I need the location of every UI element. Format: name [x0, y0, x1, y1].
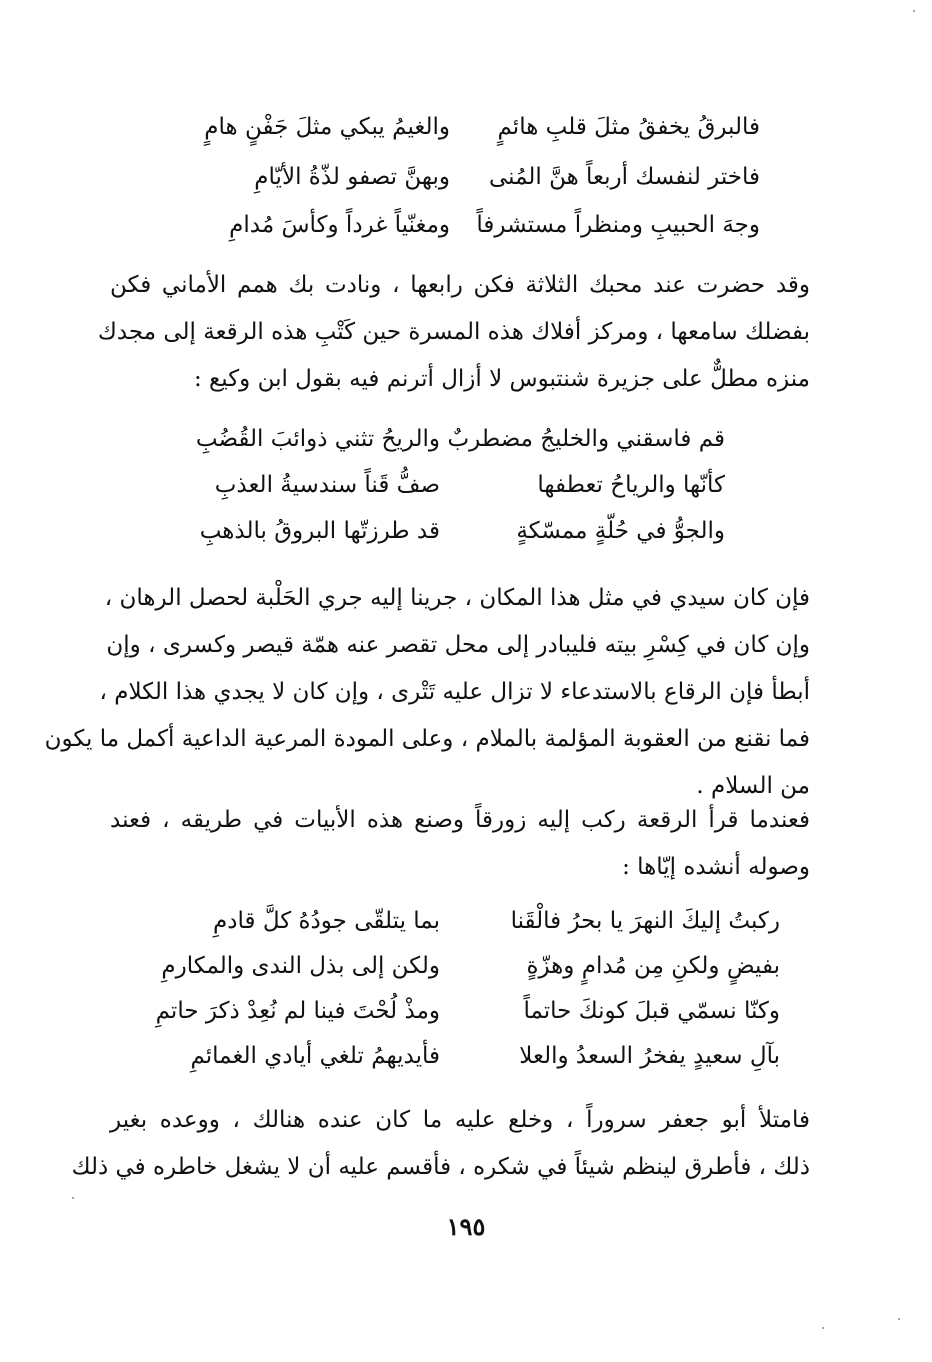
verse-second-hemistich: فأيديهمُ تلغي أيادي الغمائمِ	[190, 1043, 440, 1069]
paragraph-4	[71, 1097, 810, 1191]
scan-speck	[913, 10, 915, 12]
verse-first-hemistich: فالبرقُ يخفقُ مثلَ قلبِ هائمٍ	[497, 114, 760, 140]
page-number: ١٩٥	[446, 1212, 486, 1241]
verse-first-hemistich: والجوُّ في حُلّةٍ ممسّكةٍ	[516, 518, 725, 544]
scan-speck	[822, 1327, 824, 1329]
paragraph-3	[110, 797, 810, 891]
text-line: فما نقنع من العقوبة المؤلمة بالملام ، وعلى المودة المرعية الداعية أكمل ما يكون	[44, 726, 810, 752]
scan-speck	[898, 1318, 900, 1320]
verse-first-hemistich: قم فاسقني والخليجُ مضطربٌ	[447, 426, 725, 452]
poem-block-1	[160, 112, 760, 242]
text-line: وإن كان في كِسْرِ بيته فليبادر إلى محل تقصر عنه همّة قيصر وكسرى ، وإن	[106, 632, 810, 658]
text-line: فإن كان سيدي في مثل هذا المكان ، جرينا إليه جري الحَلْبة لحصل الرهان ،	[104, 585, 810, 611]
scan-speck	[72, 1197, 74, 1199]
text-line: من السلام .	[696, 773, 810, 799]
paragraph-1	[97, 262, 810, 403]
verse-second-hemistich: صفُّ قَناً سندسيةُ العذبِ	[214, 472, 440, 498]
verse-first-hemistich: بآلِ سعيدٍ يفخرُ السعدُ والعلا	[519, 1043, 780, 1069]
text-line: أبطأ فإن الرقاع بالاستدعاء لا تزال عليه تَتْرى ، وإن كان لا يجدي هذا الكلام ،	[99, 679, 810, 705]
text-line: وصوله أنشده إيّاها :	[622, 854, 810, 880]
text-line: ذلك ، فأطرق لينظم شيئاً في شكره ، فأقسم عليه أن لا يشغل خاطره في ذلك	[71, 1154, 810, 1180]
verse-second-hemistich: ولكن إلى بذل الندى والمكارمِ	[161, 953, 440, 979]
verse-first-hemistich: بفيضٍ ولكنِ مِن مُدامٍ وهزّةٍ	[526, 953, 780, 979]
text-line: فعندما قرأ الرقعة ركب إليه زورقاً وصنع هذه الأبيات في طريقه ، فعند	[110, 807, 810, 833]
verse-second-hemistich: ومذْ لُحْتَ فينا لم نُعِدْ ذكرَ حاتمِ	[155, 998, 440, 1024]
poem-block-2	[195, 424, 725, 554]
verse-first-hemistich: وجهَ الحبيبِ ومنظراً مستشرفاً	[476, 212, 760, 238]
text-line: فامتلأ أبو جعفر سروراً ، وخلع عليه ما كان عنده هنالك ، ووعده بغير	[110, 1107, 810, 1133]
verse-second-hemistich: والريحُ تثني ذوائبَ القُضُبِ	[195, 426, 440, 452]
text-line: منزه مطلٌّ على جزيرة شنتبوس لا أزال أترنم فيه بقول ابن وكيع :	[193, 366, 810, 392]
verse-second-hemistich: قد طرزتّها البروقُ بالذهبِ	[199, 518, 440, 544]
text-line: وقد حضرت عند محبك الثلاثة فكن رابعها ، ونادت بك همم الأماني فكن	[110, 272, 810, 298]
paragraph-2	[44, 575, 810, 810]
verse-second-hemistich: والغيمُ يبكي مثلَ جَفْنٍ هامٍ	[204, 114, 450, 140]
verse-first-hemistich: وكنّا نسمّي قبلَ كونكَ حاتماً	[523, 998, 780, 1024]
verse-second-hemistich: بما يتلقّى جودُهُ كلَّ قادمِ	[213, 908, 440, 934]
verse-first-hemistich: كأنّها والرياحُ تعطفها	[537, 472, 725, 498]
text-line: بفضلك سامعها ، ومركز أفلاك هذه المسرة حين كَتْبِ هذه الرقعة إلى مجدك	[97, 319, 810, 345]
verse-second-hemistich: ومغنّياً غرداً وكأسَ مُدامِ	[229, 212, 450, 238]
verse-second-hemistich: وبهنَّ تصفو لذّةُ الأيّامِ	[254, 164, 450, 190]
verse-first-hemistich: فاختر لنفسك أربعاً هنَّ المُنى	[488, 164, 760, 190]
poem-block-3	[135, 906, 780, 1076]
verse-first-hemistich: ركبتُ إليكَ النهرَ يا بحرُ فالْقَنا	[510, 908, 780, 934]
